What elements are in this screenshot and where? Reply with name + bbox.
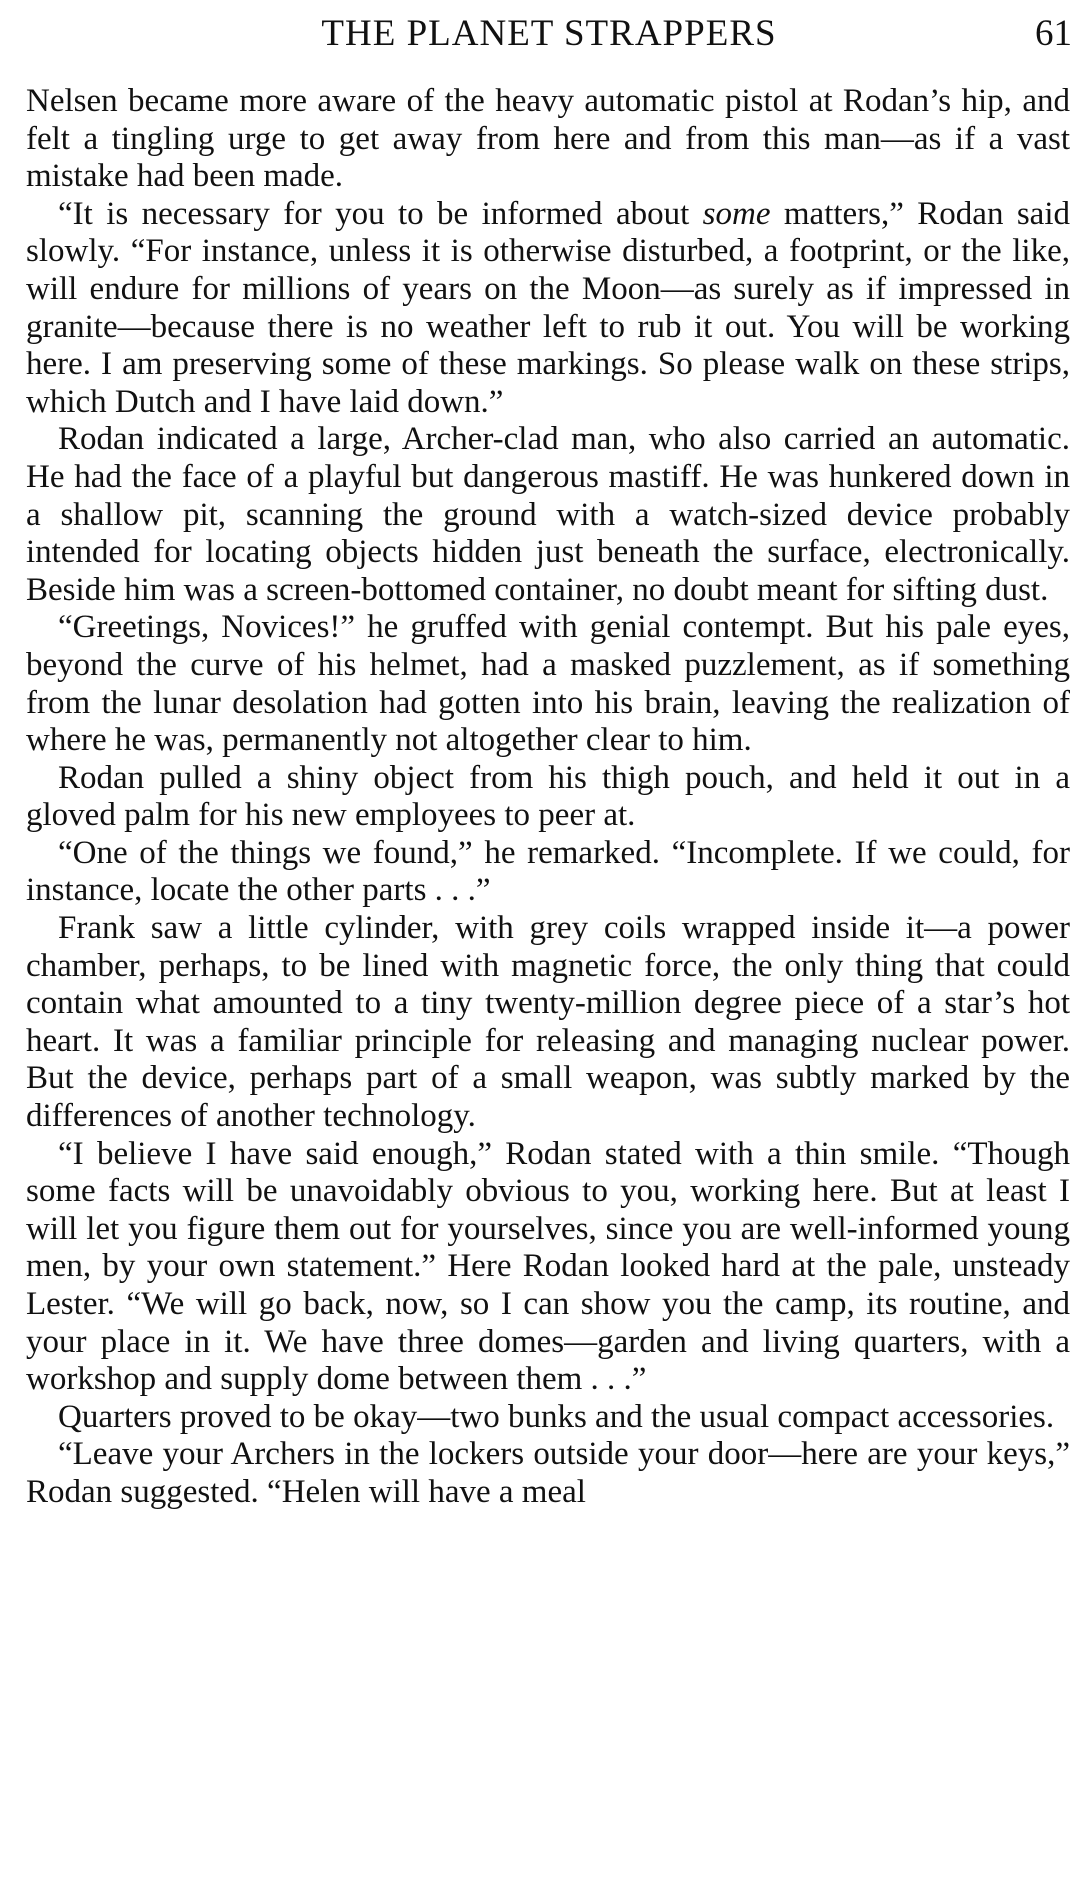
paragraph — [26, 83, 1070, 196]
paragraph — [26, 760, 1070, 835]
text-run: Quarters proved to be okay—two bunks and the usual compact accessories. — [58, 1398, 1055, 1435]
paragraph — [26, 1436, 1070, 1511]
text-run: “I believe I have said enough,” Rodan stated with a thin smile. “Though some facts will be unavoidably obvious to you, working here. But at least I will let you figure them out for yourselves, since you are well-informed young men, by your own statement.” Here Rodan looked hard at the pale, unsteady Lester. “We will go back, now, so I can show you the camp, its routine, and your place in it. We have three domes—garden and living quarters, with a workshop and supply dome between them . . .” — [26, 1135, 1070, 1398]
paragraph — [26, 835, 1070, 910]
text-run: “One of the things we found,” he remarked. “Incomplete. If we could, for instance, locate the other parts . . .” — [26, 834, 1070, 909]
body-text — [26, 83, 1070, 1512]
paragraph — [26, 421, 1070, 609]
text-run: Nelsen became more aware of the heavy automatic pistol at Rodan’s hip, and felt a tingling urge to get away from here and from this man—as if a vast mistake had been made. — [26, 83, 1070, 195]
text-run: Rodan pulled a shiny object from his thigh pouch, and held it out in a gloved palm for his new employees to peer at. — [26, 759, 1070, 834]
text-run: matters,” Rodan said slowly. “For instance, unless it is otherwise disturbed, a footprint, or the like, will endure for millions of years on the Moon—as surely as if impressed in granite—because there is no weather left to rub it out. You will be working here. I am preserving some of these markings. So please walk on these strips, which Dutch and I have laid down.” — [26, 195, 1070, 420]
italic-text: some — [702, 195, 771, 232]
text-run: Frank saw a little cylinder, with grey coils wrapped inside it—a power chamber, perhaps, to be lined with magnetic force, the only thing that could contain what amounted to a tiny twenty-million degree piece of a star’s hot heart. It was a familiar principle for releasing and managing nuclear power. But the device, perhaps part of a small weapon, was subtly marked by the differences of another technology. — [26, 910, 1070, 1135]
text-run: “Leave your Archers in the lockers outside your door—here are your keys,” Rodan suggested. “Helen will have a meal — [26, 1436, 1070, 1510]
text-run: Rodan indicated a large, Archer-clad man, who also carried an automatic. He had the face of a playful but dangerous mastiff. He was hunkered down in a shallow pit, scanning the ground with a watch-sized device probably intended for locating objects hidden just beneath the surface, electronically. Beside him was a screen-bottomed container, no doubt meant for sifting dust. — [26, 421, 1070, 608]
paragraph — [26, 910, 1070, 1136]
paragraph — [26, 196, 1070, 422]
page-number: 61 — [1035, 13, 1072, 54]
running-head — [26, 10, 1072, 58]
text-run: “It is necessary for you to be informed about — [58, 195, 703, 232]
paragraph — [26, 1399, 1070, 1437]
running-title: THE PLANET STRAPPERS — [321, 13, 777, 54]
paragraph — [26, 609, 1070, 759]
text-run: “Greetings, Novices!” he gruffed with genial contempt. But his pale eyes, beyond the curve of his helmet, had a masked puzzlement, as if something from the lunar desolation had gotten into his brain, leaving the realization of where he was, permanently not altogether clear to him. — [26, 609, 1070, 759]
paragraph — [26, 1136, 1070, 1399]
